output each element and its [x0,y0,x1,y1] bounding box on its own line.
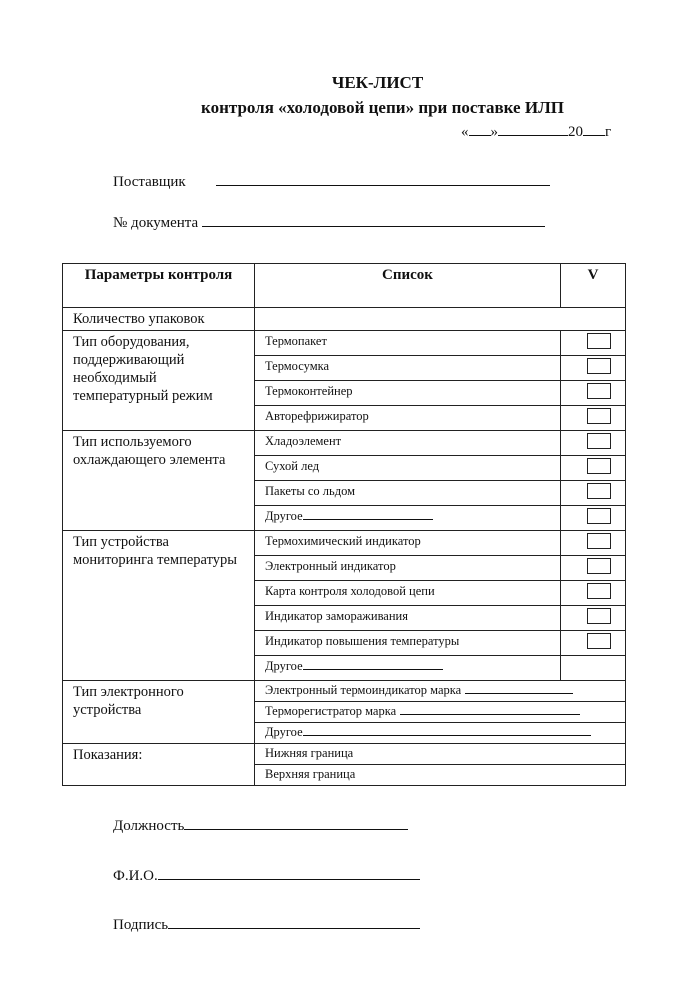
quantity-label: Количество упаковок [63,308,255,331]
checkbox[interactable] [587,458,611,474]
parameter-label: Тип электронного устройства [63,681,255,744]
checkbox[interactable] [587,508,611,524]
list-item [255,481,561,506]
check-cell [561,381,626,406]
list-item [255,744,626,765]
table-row [63,744,626,765]
document-title: ЧЕК-ЛИСТ [331,73,424,92]
list-item-label: Хладоэлемент [265,434,342,448]
signature-field[interactable] [113,917,420,934]
checkbox[interactable] [587,533,611,549]
supplier-field[interactable] [113,174,550,191]
check-cell [561,631,626,656]
blank-input-line[interactable] [303,735,591,736]
blank-input-line[interactable] [400,714,580,715]
list-item-label: Термопакет [265,334,327,348]
full-name-label: Ф.И.О. [113,868,158,884]
list-item-label: Авторефрижиратор [265,409,369,423]
list-item [255,406,561,431]
list-item-label: Карта контроля холодовой цепи [265,584,435,598]
table-row [63,331,626,356]
list-item [255,556,561,581]
check-cell [561,481,626,506]
list-item [255,723,626,744]
list-item [255,531,561,556]
list-item [255,765,626,786]
checkbox[interactable] [587,583,611,599]
check-cell [561,656,626,681]
blank-input-line[interactable] [465,693,573,694]
parameter-label: Тип оборудования, поддерживающий необходимый температурный режим [63,331,255,431]
check-cell [561,406,626,431]
list-item-label: Другое [265,659,303,673]
table-row [63,681,626,702]
header-list: Список [255,264,561,308]
supplier-label: Поставщик [113,174,186,190]
checkbox[interactable] [587,633,611,649]
date-open-quote: « [461,124,469,140]
check-cell [561,606,626,631]
check-cell [561,581,626,606]
checklist-table [62,263,626,786]
list-item-label: Электронный индикатор [265,559,396,573]
list-item-label: Термохимический индикатор [265,534,421,548]
list-item [255,581,561,606]
list-item-label: Термоконтейнер [265,384,353,398]
table-row [63,431,626,456]
header-parameters: Параметры контроля [63,264,255,308]
check-cell [561,556,626,581]
checkbox[interactable] [587,558,611,574]
check-cell [561,356,626,381]
blank-input-line[interactable] [303,669,443,670]
blank-input-line[interactable] [303,519,433,520]
check-cell [561,456,626,481]
header-check: V [561,264,626,308]
list-item [255,681,626,702]
date-year-prefix: 20 [568,124,583,140]
table-row [63,531,626,556]
date-close-quote: » [490,124,498,140]
list-item-label: Верхняя граница [265,767,356,781]
date-field[interactable] [461,124,611,141]
checkbox[interactable] [587,333,611,349]
quantity-row [63,308,626,331]
list-item [255,431,561,456]
list-item-label: Пакеты со льдом [265,484,356,498]
checkbox[interactable] [587,483,611,499]
list-item [255,331,561,356]
list-item-label: Терморегистратор марка [265,704,397,718]
list-item-label: Индикатор повышения температуры [265,634,460,648]
list-item-label: Индикатор замораживания [265,609,408,623]
list-item [255,631,561,656]
checkbox[interactable] [587,358,611,374]
list-item [255,656,561,681]
parameter-label: Тип используемого охлаждающего элемента [63,431,255,531]
list-item [255,506,561,531]
position-field[interactable] [113,818,408,835]
check-cell [561,531,626,556]
checkbox[interactable] [587,383,611,399]
quantity-input[interactable] [255,308,626,331]
list-item-label: Другое [265,725,303,739]
document-subtitle: контроля «холодовой цепи» при поставке ИЛП [201,98,564,117]
date-year-suffix: г [605,124,612,140]
check-cell [561,331,626,356]
list-item [255,381,561,406]
full-name-field[interactable] [113,868,420,885]
list-item-label: Термосумка [265,359,330,373]
list-item [255,702,626,723]
list-item-label: Другое [265,509,303,523]
checkbox[interactable] [587,408,611,424]
document-number-field[interactable] [113,215,545,232]
list-item-label: Нижняя граница [265,746,354,760]
list-item-label: Электронный термоиндикатор марка [265,683,462,697]
checkbox[interactable] [587,433,611,449]
parameter-label: Тип устройства мониторинга температуры [63,531,255,681]
parameter-label: Показания: [63,744,255,786]
checkbox[interactable] [587,608,611,624]
list-item-label: Сухой лед [265,459,320,473]
check-cell [561,431,626,456]
signature-label: Подпись [113,917,169,933]
list-item [255,356,561,381]
table-header-row [63,264,626,308]
document-number-label: № документа [113,215,199,231]
list-item [255,606,561,631]
list-item [255,456,561,481]
position-label: Должность [113,818,185,834]
check-cell [561,506,626,531]
